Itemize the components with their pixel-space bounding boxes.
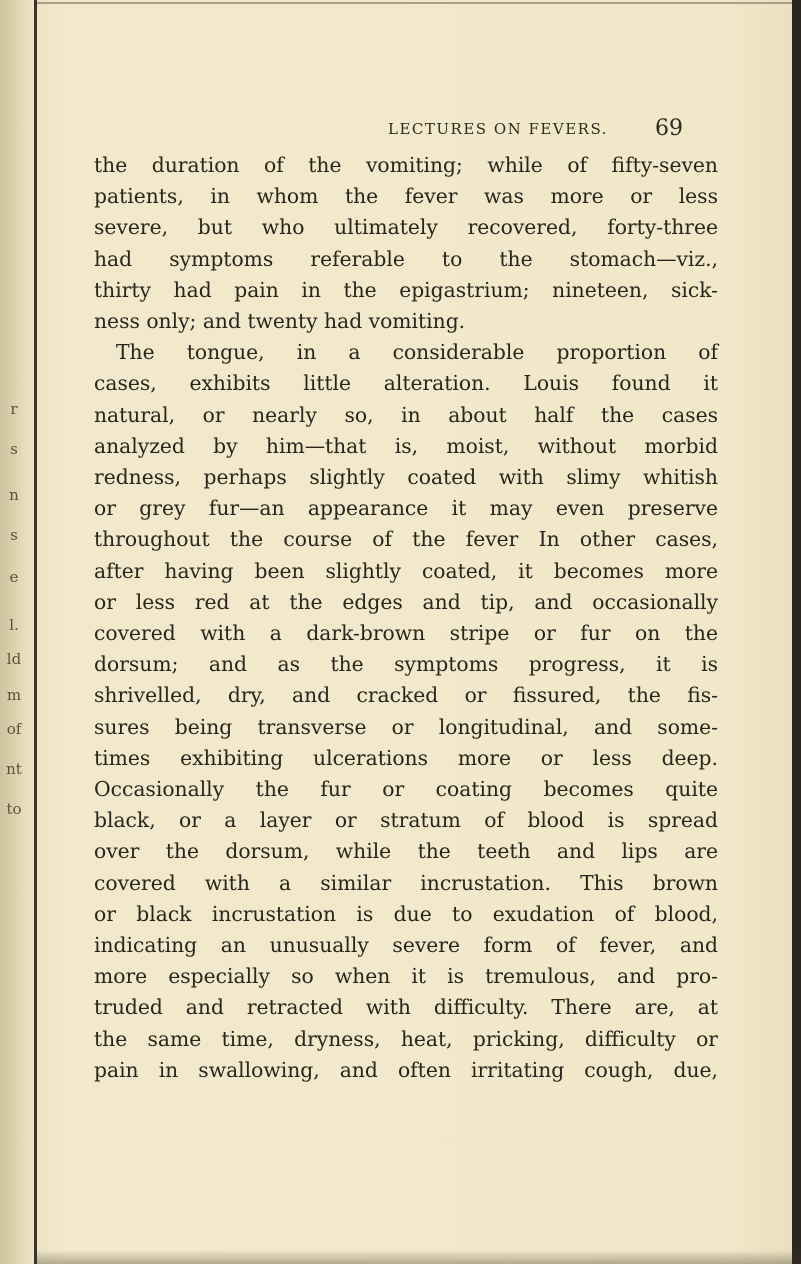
text-line: or black incrustation is due to exudation of blood,	[94, 901, 718, 926]
margin-fragment: s	[10, 440, 18, 458]
text-line: or grey fur—an appearance it may even preserve	[94, 496, 718, 521]
text-line: sures being transverse or longitudinal, and some-	[94, 714, 718, 739]
text-line: analyzed by him—that is, moist, without morbid	[94, 433, 718, 458]
page-header	[90, 116, 730, 144]
margin-fragment: nt	[6, 760, 22, 778]
body-text	[94, 150, 734, 1086]
text-line: Occasionally the fur or coating becomes quite	[94, 777, 718, 802]
text-line: the same time, dryness, heat, pricking, difficulty or	[94, 1026, 718, 1051]
text-line: pain in swallowing, and often irritating cough, due,	[94, 1057, 718, 1082]
spine-edge	[34, 0, 37, 1264]
text-line: covered with a similar incrustation. This brown	[94, 870, 718, 895]
text-line: black, or a layer or stratum of blood is spread	[94, 808, 718, 833]
text-line: throughout the course of the fever In other cases,	[94, 527, 718, 552]
margin-fragment: e	[9, 568, 19, 586]
top-edge-rule	[37, 2, 792, 4]
margin-fragment: s	[10, 526, 18, 544]
text-line: the duration of the vomiting; while of fifty-seven	[94, 153, 718, 177]
text-line: thirty had pain in the epigastrium; nineteen, sick-	[94, 277, 718, 302]
page-number: 69	[655, 116, 683, 141]
text-line: indicating an unusually severe form of fever, and	[94, 933, 718, 958]
text-line: cases, exhibits little alteration. Louis found it	[94, 371, 718, 396]
text-line: truded and retracted with difficulty. There are, at	[94, 995, 718, 1020]
text-line: after having been slightly coated, it becomes more	[94, 558, 718, 583]
text-line: The tongue, in a considerable proportion of	[116, 340, 718, 365]
margin-fragment: ld	[6, 650, 22, 668]
text-line: ness only; and twenty had vomiting.	[94, 309, 466, 334]
margin-fragment: l.	[9, 616, 19, 634]
margin-fragment: r	[10, 400, 18, 418]
text-line: more especially so when it is tremulous, and pro-	[94, 964, 718, 989]
text-line: patients, in whom the fever was more or less	[94, 184, 718, 209]
running-head: LECTURES ON FEVERS.	[388, 120, 608, 138]
margin-fragment: m	[6, 686, 22, 704]
text-line: redness, perhaps slightly coated with slimy whitish	[94, 465, 718, 490]
text-line: shrivelled, dry, and cracked or fissured, the fis-	[94, 683, 718, 708]
text-line: severe, but who ultimately recovered, forty-three	[94, 215, 718, 240]
text-line: over the dorsum, while the teeth and lips are	[94, 839, 718, 864]
text-line: natural, or nearly so, in about half the cases	[94, 402, 718, 427]
text-line: had symptoms referable to the stomach—viz.,	[94, 246, 718, 271]
bottom-shadow	[34, 1250, 801, 1264]
text-line: dorsum; and as the symptoms progress, it is	[94, 652, 718, 677]
text-line: times exhibiting ulcerations more or less deep.	[94, 745, 718, 770]
text-line: covered with a dark-brown stripe or fur on the	[94, 621, 718, 646]
margin-fragment: to	[6, 800, 22, 818]
right-page-edge	[792, 0, 801, 1264]
text-line: or less red at the edges and tip, and occasionally	[94, 589, 718, 614]
margin-fragment: n	[9, 486, 19, 504]
margin-fragment: of	[6, 720, 22, 738]
